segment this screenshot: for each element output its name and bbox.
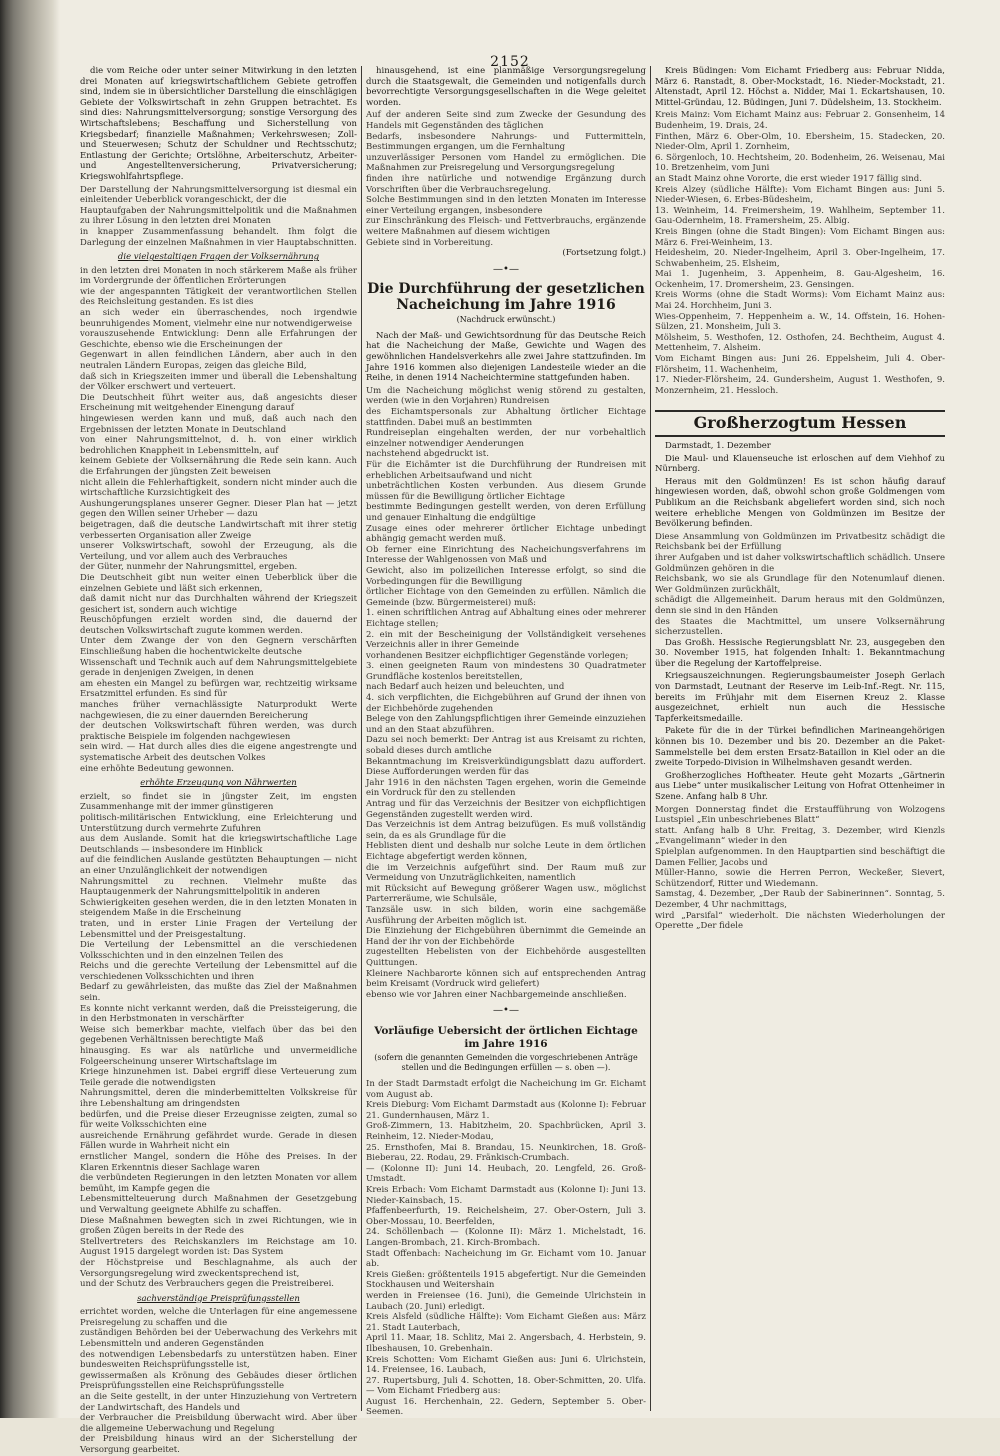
news-item: Pakete für die in der Türkei befindlichen Marineangehörigen können bis 10. Dezember und bis 20. Dezember an die Paket-Sammelstelle bei dem ersten Ersatz-Bataillon in Kiel oder an die zweite Torpedo-Division in Wilhelmshaven gesandt werden. xyxy=(655,726,945,769)
section-subheading: erhöhte Erzeugung von Nährwerten xyxy=(140,778,297,789)
news-item: Das Großh. Hessische Regierungsblatt Nr. 23, ausgegeben den 30. November 1915, hat folgenden Inhalt: 1. Bekanntmachung über die Regelung der Kartoffelpreise. xyxy=(655,637,945,669)
text-block: Diese Ansammlung von Goldmünzen im Privatbesitz schädigt die Reichsbank bei der Erfüllung ihrer Aufgaben und ist daher volkswirtschaftlich schädlich. Unsere Goldmünzen gehören in die Reichsbank, wo sie als Grundlage für den Notenumlauf dienen. Wer Goldmünzen zurückhält, schädigt die Allgemeinheit. Darum heraus mit den Goldmünzen, denn sie sind in den Händen des Staates die Machtmittel, um unsere Volksernährung sicherzustellen. xyxy=(655,531,945,638)
article-headline: Vorläufige Uebersicht der örtlichen Eichtage im Jahre 1916 xyxy=(374,1024,638,1050)
text-block: Morgen Donnerstag findet die Erstaufführung von Wolzogens Lustspiel „Ein unbeschriebenes Blatt“ statt. Anfang halb 8 Uhr. Freitag, 3. Dezember, wird Kienzls „Evangelimann“ wieder in den Spielplan aufgenommen. In den Hauptpartien sind beschäftigt die Damen Fellier, Jacobs und Müller-Hanno, sowie die Herren Perron, Weckeßer, Sievert, Schützendorf, Ritter und Wiedemann. Samstag, 4. Dezember, „Der Raub der Sabinerinnen“. Sonntag, 5. Dezember, 4 Uhr nachmittags, wird „Parsifal“ wiederholt. Die nächsten Wiederholungen der Operette „Der fidele xyxy=(655,804,945,932)
news-item: Großherzogliches Hoftheater. Heute geht Mozarts „Gärtnerin aus Liebe“ unter musikalischer Leitung von Hofrat Ottenheimer in Szene. Anfang halb 8 Uhr. xyxy=(655,770,945,802)
article-paragraph: Nach der Maß- und Gewichtsordnung für das Deutsche Reich hat die Nacheichung der Maße, Gewichte und Wagen des gewöhnlichen Handelsverkehrs alle zwei Jahre stattzufinden. Im Jahre 1916 kommen also diejenigen Landesteile wieder an die Reihe, in denen 1914 Nacheichtermine stattgefunden haben. xyxy=(366,330,646,384)
text-block: Der Darstellung der Nahrungsmittelversorgung ist diesmal ein einleitender Ueberblick vorangeschickt, der die Hauptaufgaben der Nahrungsmittelpolitik und die Maßnahmen zu ihrer Lösung in den letzten drei Monaten in knapper Zusammenfassung behandelt. Ihm folgt die Darlegung der einzelnen Maßnahmen in vier Hauptabschnitten. xyxy=(80,184,357,248)
news-item: Kriegsauszeichnungen. Regierungsbaumeister Joseph Gerlach von Darmstadt, Leutnant der Reserve im Leib-Inf.-Regt. Nr. 115, bereits im Frühjahr mit dem Eisernen Kreuz 2. Klasse ausgezeichnet, erhielt nun auch die Hessische Tapferkeitsmedaille. xyxy=(655,671,945,724)
reprint-note: (Nachdruck erwünscht.) xyxy=(456,315,556,325)
column-rule xyxy=(361,66,362,1411)
section-header-box: Großherzogtum Hessen xyxy=(655,410,945,437)
section-separator: —•— xyxy=(493,1005,519,1017)
section-subheading: die vielgestaltigen Fragen der Volksernährung xyxy=(117,252,320,263)
continuation-note: (Fortsetzung folgt.) xyxy=(562,248,646,259)
column-2 xyxy=(366,66,646,1418)
article-paragraph: die vom Reiche oder unter seiner Mitwirkung in den letzten drei Monaten auf kriegswirtschaftlichem Gebiete getroffen sind, indem sie in übersichtlicher Darstellung die einschlägigen Gebiete der Volkswirtschaft in zehn Gruppen betrachtet. Es sind dies: Nahrungsmittelversorgung; sonstige Versorgung des Wirtschaftslebens; Beschaffung und Sicherstellung von Kriegsbedarf; finanzielle Maßnahmen; Verkehrswesen; Zoll- und Steuerwesen; Schutz der Schuldner und Rechtsschutz; Entlastung der Gerichte; Ortslöhne, Arbeiterschutz, Arbeiter- und Angestelltenversicherung, Privatversicherung; Kriegswohlfahrtspflege. xyxy=(80,66,357,182)
text-block: Kreis Mainz: Vom Eichamt Mainz aus: Februar 2. Gonsenheim, 14 Budenheim, 19. Drais, 24. Finthen, März 6. Ober-Olm, 10. Ebersheim, 15. Stadecken, 20. Nieder-Olm, April 1. Zornheim, 6. Sörgenloch, 10. Hechtsheim, 20. Bodenheim, 26. Weisenau, Mai 10. Bretzenheim, vom Juni an Stadt Mainz ohne Vororte, die erst wieder 1917 fällig sind. Kreis Alzey (südliche Hälfte): Vom Eichamt Bingen aus: Juni 5. Nieder-Wiesen, 6. Erbes-Büdesheim, 13. Weinheim, 14. Freimersheim, 19. Wahlheim, September 11. Gau-Odernheim, 18. Framersheim, 25. Albig. Kreis Bingen (ohne die Stadt Bingen): Vom Eichamt Bingen aus: März 6. Frei-Weinheim, 13. Heidesheim, 20. Nieder-Ingelheim, April 3. Ober-Ingelheim, 17. Schwabenheim, 25. Elsheim, Mai 1. Jugenheim, 3. Appenheim, 8. Gau-Algesheim, 16. Ockenheim, 17. Dromersheim, 23. Gensingen. Kreis Worms (ohne die Stadt Worms): Vom Eichamt Mainz aus: Mai 24. Horchheim, Juni 3. Wies-Oppenheim, 7. Heppenheim a. W., 14. Offstein, 16. Hohen-Sülzen, 21. Monsheim, Juli 3. Mölsheim, 5. Westhofen, 12. Osthofen, 24. Bechtheim, August 4. Mettenheim, 7. Alsheim. Vom Eichamt Bingen aus: Juni 26. Eppelsheim, Juli 4. Ober-Flörsheim, 11. Wachenheim, 17. Nieder-Flörsheim, 24. Gundersheim, August 1. Westhofen, 9. Monzernheim, 21. Hessloch. xyxy=(655,110,945,396)
list-note: (sofern die genannten Gemeinden die vorgeschriebenen Anträge stellen und die Bedingungen erfüllen — s. oben —). xyxy=(374,1052,638,1073)
dateline: Darmstadt, 1. Dezember xyxy=(665,441,771,451)
text-block: Auf der anderen Seite sind zum Zwecke der Gesundung des Handels mit Gegenständen des täglichen Bedarfs, insbesondere Nahrungs- und Futtermitteln, Bestimmungen ergangen, um die Fernhaltung unzuverlässiger Personen vom Handel zu ermöglichen. Die Maßnahmen zur Preisregelung und Versorgungsregelung finden ihre natürliche und notwendige Ergänzung durch Vorschriften über die Verbrauchsregelung. Solche Bestimmungen sind in den letzten Monaten im Interesse einer Verteilung ergangen, insbesondere zur Einschränkung des Fleisch- und Fettverbrauchs, ergänzende weitere Maßnahmen auf diesem wichtigen Gebiete sind in Vorbereitung. xyxy=(366,110,646,248)
text-block: Um die Nacheichung möglichst wenig störend zu gestalten, werden (wie in den Vorjahren) Rundreisen des Eichamtspersonals zur Abhaltung örtlicher Eichtage stattfinden. Dabei muß an bestimmten Rundreiseplan eingehalten werden, der nur vorbehaltlich einzelner notwendiger Aenderungen nachstehend abgedruckt ist. Für die Eichämter ist die Durchführung der Rundreisen mit erheblichen Arbeitsaufwand und nicht unbeträchtlichen Kosten verbunden. Aus diesem Grunde müssen für die Bewilligung örtlicher Eichtage bestimmte Bedingungen gestellt werden, von deren Erfüllung und genauer Einhaltung die endgültige Zusage eines oder mehrerer örtlicher Eichtage unbedingt abhängig gemacht werden muß. Ob ferner eine Einrichtung des Nacheichungsverfahrens im Interesse der Wahlgenossen von Maß und Gewicht, also im polizeilichen Interesse erfolgt, so sind die Vorbedingungen für die Bewilligung örtlicher Eichtage von den Gemeinden zu erfüllen. Nämlich die Gemeinde (bzw. Bürgermeisterei) muß: 1. einen schriftlichen Antrag auf Abhaltung eines oder mehrerer Eichtage stellen; 2. ein mit der Bescheinigung der Vollständigkeit versehenes Verzeichnis aller in ihrer Gemeinde vorhandenen Besitzer eichpflichtiger Gegenstände vorlegen; 3. einen geeigneten Raum von mindestens 30 Quadratmeter Grundfläche kostenlos bereitstellen, nach Bedarf auch heizen und beleuchten, und 4. sich verpflichten, die Eichgebühren auf Grund der ihnen von der Eichbehörde zugehenden Belege von den Zahlungspflichtigen ihrer Gemeinde einzuziehen und an den Staat abzuführen. Dazu sei noch bemerkt: Der Antrag ist aus Kreisamt zu richten, sobald dieses durch amtliche Bekanntmachung im Kreisverkündigungsblatt dazu auffordert. Diese Aufforderungen werden für das Jahr 1916 in den nächsten Tagen ergehen, worin die Gemeinde ein Vordruck für den zu stellenden Antrag und für das Verzeichnis der Besitzer von eichpflichtigen Gegenständen zugestellt werden wird. Das Verzeichnis ist dem Antrag beizufügen. Es muß vollständig sein, da es als Grundlage für die Heblisten dient und deshalb nur solche Leute in dem örtlichen Eichtage abgefertigt werden können, die im Verzeichnis aufgeführt sind. Der Raum muß zur Vermeidung von Unzuträglichkeiten, namentlich mit Rücksicht auf Bewegung größerer Wagen usw., möglichst Parterreräume, wie Schulsäle, Tanzsäle usw. in sich bilden, worin eine sachgemäße Ausführung der Arbeiten möglich ist. Die Einziehung der Eichgebühren übernimmt die Gemeinde an Hand der ihr von der Eichbehörde zugestellten Hebelisten von der Eichbehörde ausgestellten Quittungen. Kleinere Nachbarorte können sich auf entsprechenden Antrag beim Kreisamt (Vordruck wird geliefert) ebenso wie vor Jahren einer Nachbargemeinde anschließen. xyxy=(366,385,646,1000)
text-block: erzielt, so findet sie in jüngster Zeit, im engsten Zusammenhange mit der immer günstigeren politisch-militärischen Entwicklung, eine Erleichterung und Unterstützung durch vermehrte Zufuhren aus dem Auslande. Somit hat die kriegswirtschaftliche Lage Deutschlands — insbesondere im Hinblick auf die feindlichen Auslande gestützten Behauptungen — nicht an einer Unzulänglichkeit der notwendigen Nahrungsmittel zu rechnen. Vielmehr mußte das Hauptaugenmerk der Nahrungsmittelpolitik in anderen Schwierigkeiten gesehen werden, die in den letzten Monaten in steigendem Maße in die Erscheinung traten, und in erster Linie Fragen der Verteilung der Lebensmittel und der Preisgestaltung. Die Verteilung der Lebensmittel an die verschiedenen Volksschichten und in den einzelnen Teilen des Reichs und die gerechte Verteilung der Lebensmittel auf die verschiedenen Volksschichten und ihren Bedarf zu gewährleisten, das mußte das Ziel der Maßnahmen sein. Es konnte nicht verkannt werden, daß die Preissteigerung, die in den Herbstmonaten in verschärfter Weise sich bemerkbar machte, vielfach über das bei den gegebenen Verhältnissen berechtigte Maß hinausging. Es war als natürliche und unvermeidliche Folgeerscheinung unserer Wirtschaftslage im Kriege hinzunehmen ist. Dabei ergriff diese Verteuerung zum Teile gerade die notwendigsten Nahrungsmittel, deren die minderbemittelten Volkskreise für ihre Lebenshaltung am dringendsten bedürfen, und die Preise dieser Erzeugnisse zeigten, zumal so für weite Volksschichten eine ausreichende Ernährung gefährdet wurde. Gerade in diesen Fällen wurde in Wahrheit nicht ein ernstlicher Mangel, sondern die Höhe des Preises. In der Klaren Erkenntnis dieser Sachlage waren die verbündeten Regierungen in den letzten Monaten vor allem bemüht, im Kampfe gegen die Lebensmittelteuerung durch Maßnahmen der Gesetzgebung und Verwaltung geeignete Abhilfe zu schaffen. Diese Maßnahmen bewegten sich in zwei Richtungen, wie in großen Zügen bereits in der Rede des Stellvertreters des Reichskanzlers im Reichstage am 10. August 1915 dargelegt worden ist: Das System der Höchstpreise und Beschlagnahme, als auch der Versorgungsregelung wird zweckentsprechend ist, und der Schutz des Verbrauchers gegen die Preistreiberei. xyxy=(80,791,357,1290)
text-block: errichtet worden, welche die Unterlagen für eine angemessene Preisregelung zu schaffen und die zuständigen Behörden bei der Ueberwachung des Verkehrs mit Lebensmitteln und anderen Gegenständen des notwendigen Lebensbedarfs zu unterstützen haben. Einer bundesweiten Reichsprüfungsstelle ist, gewissermaßen als Krönung des Gebäudes dieser örtlichen Preisprüfungsstellen eine Reichsprüfungsstelle an die Seite gestellt, in der unter Hinzuziehung von Vertretern der Landwirtschaft, des Handels und der Verbraucher die Preisbildung überwacht wird. Aber über die allgemeine Ueberwachung und Regelung der Preisbildung hinaus wird an der Sicherstellung der Versorgung gearbeitet. xyxy=(80,1307,357,1455)
column-rule xyxy=(650,66,651,1411)
news-item: Die Maul- und Klauenseuche ist erloschen auf dem Viehhof zu Nürnberg. xyxy=(655,453,945,475)
column-3 xyxy=(655,66,945,1406)
article-paragraph: hinausgehend, ist eine planmäßige Versorgungsregelung durch die Staatsgewalt, die Gemeinden und notigenfalls durch bevorrechtigte Versorgungsgesellschaften in die Wege geleitet worden. xyxy=(366,66,646,108)
article-headline: Die Durchführung der gesetzlichen Nacheichung im Jahre 1916 xyxy=(367,281,645,314)
column-1 xyxy=(80,66,357,1455)
section-subheading: sachverständige Preisprüfungsstellen xyxy=(137,1293,300,1304)
news-item: Heraus mit den Goldmünzen! Es ist schon häufig darauf hingewiesen worden, daß, obwohl schon große Goldmengen vom Publikum an die Reichsbank abgeliefert worden sind, sich noch weitere erhebliche Mengen von Goldmünzen im Besitze der Bevölkerung befinden. xyxy=(655,476,945,530)
text-block: in den letzten drei Monaten in noch stärkerem Maße als früher im Vordergrunde der öffentlichen Erörterungen wie der angespannten Tätigkeit der verantwortlichen Stellen des Reichsleitung gestanden. Es ist dies an sich weder ein überraschendes, noch irgendwie beunruhigendes Moment, vielmehr eine nur notwendigerweise vorauszusehende Entwicklung: Denn alle Erfahrungen der Geschichte, ebenso wie die Erscheinungen der Gegenwart in allen feindlichen Ländern, aber auch in den neutralen Ländern Europas, zeigen das gleiche Bild, daß sich in Kriegszeiten immer und überall die Lebenshaltung der Völker erschwert und verteuert. Die Deutschheit führt weiter aus, daß angesichts dieser Erscheinung mit weitgehender Einengung darauf hingewiesen werden kann und muß, daß auch nach den Ergebnissen der letzten Monate in Deutschland von einer Nahrungsmittelnot, d. h. von einer wirklich bedrohlichen Knappheit in Lebensmitteln, auf keinem Gebiete der Volksernährung die Rede sein kann. Auch die Erfahrungen der jüngsten Zeit beweisen nicht allein die Fehlerhaftigkeit, sondern nicht minder auch die wirtschaftliche Kurzsichtigkeit des Aushungerungsplanes unserer Gegner. Dieser Plan hat — jetzt gegen den Willen seiner Urheber — dazu beigetragen, daß die deutsche Landwirtschaft mit ihrer stetig verbesserten Organisation aller Zweige unserer Volkswirtschaft, sowohl der Erzeugung, als die Verteilung, und vor allem auch des Verbrauches der Güter, nunmehr der Nahrungsmittel, ergeben. Die Deutschheit gibt nun weiter einen Ueberblick über die einzelnen Gebiete und läßt sich erkennen, daß damit nicht nur das Durchhalten während der Kriegszeit gesichert ist, sondern auch wichtige Reuschöpfungen erzielt worden sind, die dauernd der deutschen Volkswirtschaft zugute kommen werden. Unter dem Zwange der von den Gegnern verschärften Einschließung haben die hochentwickelte deutsche Wissenschaft und Technik auch auf dem Nahrungsmittelgebiete gerade in denjenigen Zweigen, in denen am ehesten ein Mangel zu befürgen war, rechtzeitig wirksame Ersatzmittel erfunden. Es sind für manches früher vernachlässigte Naturprodukt Werte nachgewiesen, die zu einer dauernden Bereicherung der deutschen Volkswirtschaft führen werden, was durch praktische Beispiele im folgenden nachgewiesen sein wird. — Hat durch alles dies die eigene angestrengte und systematische Arbeit des deutschen Volkes eine erhöhte Bedeutung gewonnen. xyxy=(80,265,357,774)
section-separator: —•— xyxy=(493,263,519,275)
article-paragraph: Kreis Büdingen: Vom Eichamt Friedberg aus: Februar Nidda, März 6. Ranstadt, 8. Ober-Mockstadt, 16. Nieder-Mockstadt, 21. Altenstadt, April 12. Höchst a. Nidder, Mai 1. Eckartshausen, 10. Mittel-Gründau, 12. Büdingen, Juni 7. Düdelsheim, 13. Stockheim. xyxy=(655,66,945,108)
page-number: 2152 xyxy=(490,54,530,70)
book-binding-edge xyxy=(0,0,60,1418)
text-block: In der Stadt Darmstadt erfolgt die Nacheichung im Gr. Eichamt vom August ab. Kreis Dieburg: Vom Eichamt Darmstadt aus (Kolonne I): Februar 21. Gundernhausen, März 1. Groß-Zimmern, 13. Habitzheim, 20. Spachbrücken, April 3. Reinheim, 12. Nieder-Modau, 25. Ernsthofen, Mai 8. Brandau, 15. Neunkirchen, 18. Groß-Bieberau, 22. Rodau, 29. Fränkisch-Crumbach. — (Kolonne II): Juni 14. Heubach, 20. Lengfeld, 26. Groß-Umstadt. Kreis Erbach: Vom Eichamt Darmstadt aus (Kolonne I): Juni 13. Nieder-Kainsbach, 15. Pfaffenbeerfurth, 19. Reichelsheim, 27. Ober-Ostern, Juli 3. Ober-Mossau, 10. Beerfelden, 24. Schöllenbach — (Kolonne II): März 1. Michelstadt, 16. Langen-Brombach, 21. Kirch-Brombach. Stadt Offenbach: Nacheichung im Gr. Eichamt vom 10. Januar ab. Kreis Gießen: größtenteils 1915 abgefertigt. Nur die Gemeinden Stockhausen und Weitershain werden in Freiensee (16. Juni), die Gemeinde Ulrichstein in Laubach (20. Juni) erledigt. Kreis Alsfeld (südliche Hälfte): Vom Eichamt Gießen aus: März 21. Stadt Lauterbach, April 11. Maar, 18. Schlitz, Mai 2. Angersbach, 4. Herbstein, 9. Ilbeshausen, 10. Grebenhain. Kreis Schotten: Vom Eichamt Gießen aus: Juni 6. Ulrichstein, 14. Freiensee, 16. Laubach, 27. Rupertsburg, Juli 4. Schotten, 18. Ober-Schmitten, 20. Ulfa. — Vom Eichamt Friedberg aus: August 16. Herchenhain, 22. Gedern, September 5. Ober-Seemen. xyxy=(366,1079,646,1418)
